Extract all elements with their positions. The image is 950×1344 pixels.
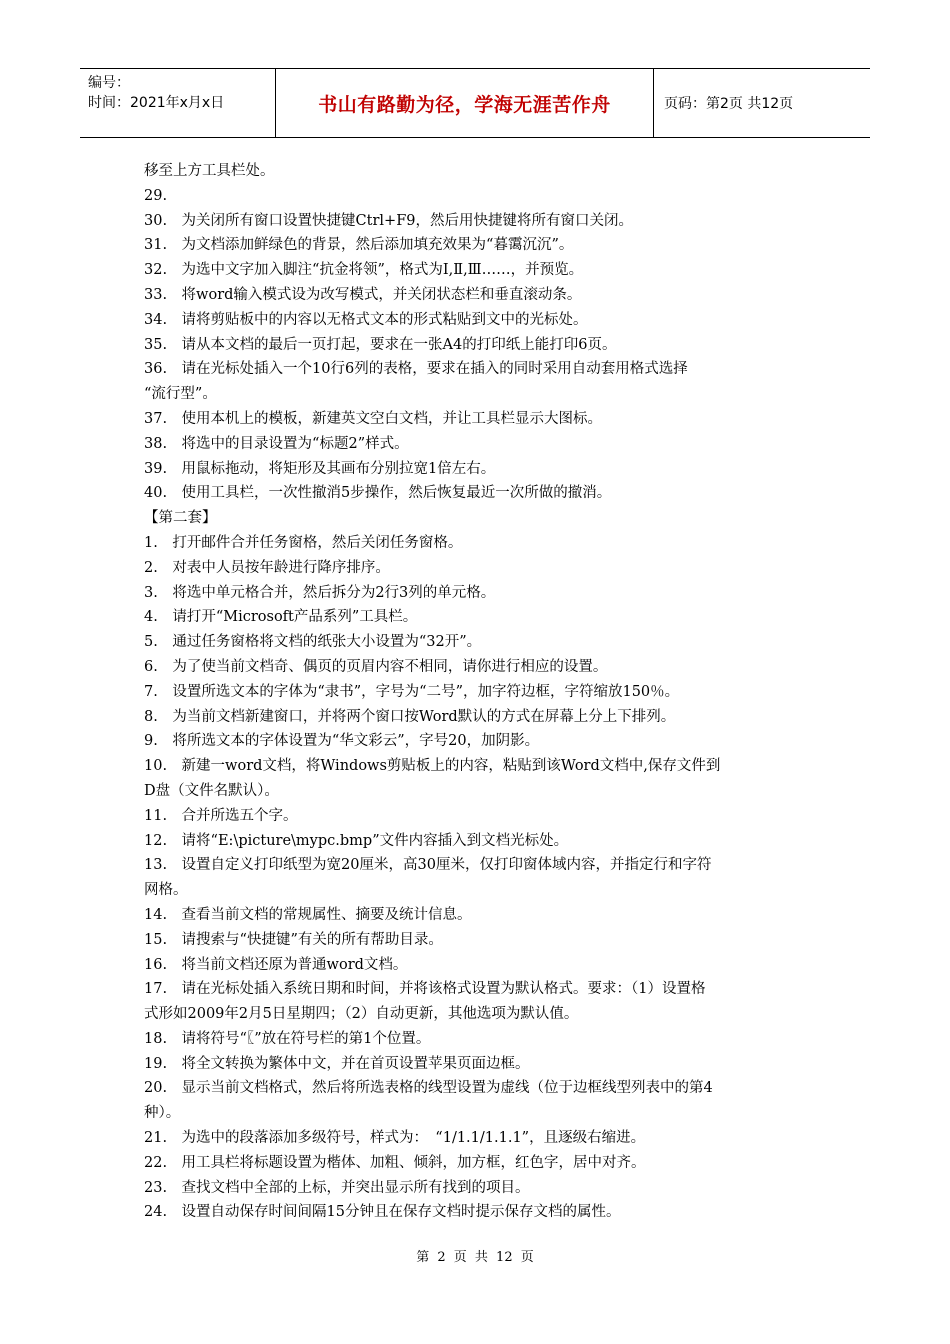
page-header	[80, 68, 870, 138]
document-line: 【第二套】	[144, 510, 217, 527]
document-line: 种）。	[144, 1105, 181, 1122]
document-line: 4. 请打开“Microsoft产品系列”工具栏。	[144, 609, 418, 626]
document-line: 12. 请将“E:\picture\mypc.bmp”文件内容插入到文档光标处。	[144, 832, 569, 849]
document-line: 8. 为当前文档新建窗口，并将两个窗口按Word默认的方式在屏幕上分上下排列。	[144, 708, 676, 725]
document-line: 40. 使用工具栏，一次性撤消5步操作，然后恢复最近一次所做的撤消。	[144, 485, 612, 502]
document-line: 22. 用工具栏将标题设置为楷体、加粗、倾斜，加方框，红色字，居中对齐。	[144, 1154, 646, 1171]
page-footer: 第 2 页 共 12 页	[416, 1250, 534, 1265]
document-line: “流行型”。	[144, 386, 217, 403]
document-line: 37. 使用本机上的模板，新建英文空白文档，并让工具栏显示大图标。	[144, 410, 603, 427]
document-line: 10. 新建一word文档，将Windows剪贴板上的内容，粘贴到该Word文档中,保存文件到	[144, 758, 721, 775]
date-label: 时间：2021年x月x日	[88, 95, 225, 111]
document-line: 13. 设置自定义打印纸型为宽20厘米，高30厘米，仅打印窗体域内容，并指定行和字符	[144, 857, 712, 874]
document-line: 9. 将所选文本的字体设置为“华文彩云”，字号20，加阴影。	[144, 733, 540, 750]
document-line: 21. 为选中的段落添加多级符号，样式为： “1/1.1/1.1.1”，且逐级右缩进。	[144, 1130, 646, 1147]
document-line: 32. 为选中文字加入脚注“抗金将领”，格式为Ⅰ,Ⅱ,Ⅲ……，并预览。	[144, 262, 584, 279]
header-meta	[80, 69, 276, 137]
document-line: 35. 请从本文档的最后一页打起，要求在一张A4的打印纸上能打印6页。	[144, 336, 617, 353]
document-line: 14. 查看当前文档的常规属性、摘要及统计信息。	[144, 906, 472, 923]
header-page-info: 页码：第2页 共12页	[664, 96, 794, 112]
document-line: 39. 用鼠标拖动，将矩形及其画布分别拉宽1倍左右。	[144, 460, 496, 477]
document-line: 5. 通过任务窗格将文档的纸张大小设置为“32开”。	[144, 634, 482, 651]
document-line: 33. 将word输入模式设为改写模式，并关闭状态栏和垂直滚动条。	[144, 286, 582, 303]
document-line: 20. 显示当前文档格式，然后将所选表格的线型设置为虚线（位于边框线型列表中的第4	[144, 1080, 713, 1097]
document-line: D盘（文件名默认）。	[144, 782, 279, 799]
document-line: 18. 请将符号“〖”放在符号栏的第1个位置。	[144, 1030, 431, 1047]
document-line: 24. 设置自动保存时间间隔15分钟且在保存文档时提示保存文档的属性。	[144, 1204, 621, 1221]
document-line: 38. 将选中的目录设置为“标题2”样式。	[144, 435, 409, 452]
document-line: 11. 合并所选五个字。	[144, 807, 298, 824]
document-line: 34. 请将剪贴板中的内容以无格式文本的形式粘贴到文中的光标处。	[144, 311, 588, 328]
document-line: 式形如2009年2月5日星期四；（2）自动更新，其他选项为默认值。	[144, 1006, 579, 1023]
document-line: 16. 将当前文档还原为普通word文档。	[144, 956, 408, 973]
document-line: 31. 为文档添加鲜绿色的背景，然后添加填充效果为“暮霭沉沉”。	[144, 237, 574, 254]
document-line: 移至上方工具栏处。	[144, 163, 275, 179]
document-line: 17. 请在光标处插入系统日期和时间，并将该格式设置为默认格式。要求：（1）设置格	[144, 981, 706, 998]
document-line: 6. 为了使当前文档奇、偶页的页眉内容不相同，请你进行相应的设置。	[144, 658, 608, 675]
document-line: 3. 将选中单元格合并，然后拆分为2行3列的单元格。	[144, 584, 496, 601]
document-body	[144, 159, 812, 1225]
document-line: 2. 对表中人员按年龄进行降序排序。	[144, 559, 390, 576]
document-line: 19. 将全文转换为繁体中文，并在首页设置苹果页面边框。	[144, 1055, 530, 1072]
document-line: 36. 请在光标处插入一个10行6列的表格，要求在插入的同时采用自动套用格式选择	[144, 361, 688, 378]
document-line: 网格。	[144, 882, 188, 899]
document-line: 30. 为关闭所有窗口设置快捷键Ctrl+F9，然后用快捷键将所有窗口关闭。	[144, 212, 633, 229]
document-line: 7. 设置所选文本的字体为“隶书”，字号为“二号”，加字符边框，字符缩放150％。	[144, 683, 680, 700]
document-line: 15. 请搜索与“快捷键”有关的所有帮助目录。	[144, 931, 443, 948]
document-line: 1. 打开邮件合并任务窗格，然后关闭任务窗格。	[144, 534, 463, 551]
document-line: 29.	[144, 187, 168, 204]
serial-label: 编号：	[88, 75, 130, 91]
header-motto: 书山有路勤为径，学海无涯苦作舟	[276, 69, 654, 137]
document-line: 23. 查找文档中全部的上标，并突出显示所有找到的项目。	[144, 1179, 530, 1196]
